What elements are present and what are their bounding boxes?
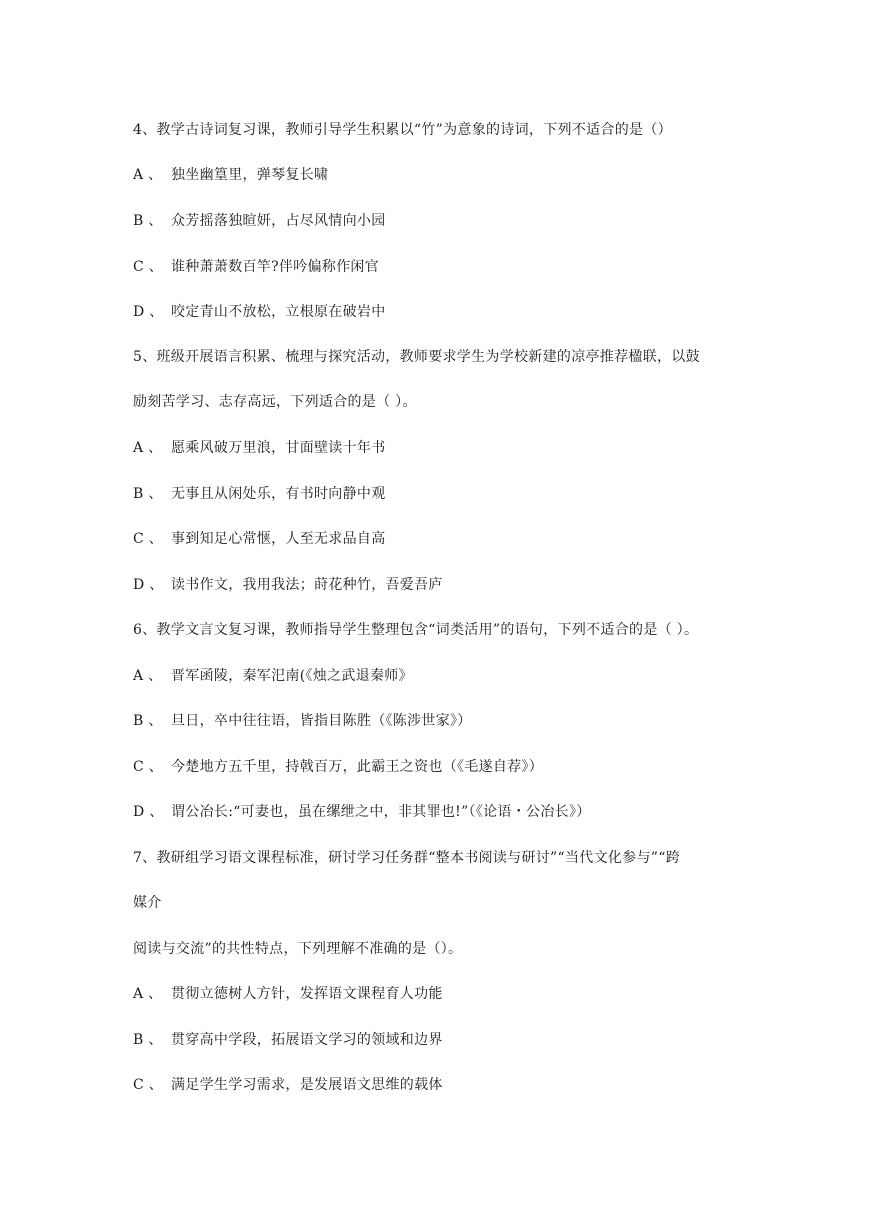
question-4-option-c <box>133 257 379 277</box>
question-4-option-b <box>133 211 386 231</box>
question-5-option-d <box>133 575 443 595</box>
question-7-stem-line-1: 7、教研组学习语文课程标准，研讨学习任务群“整本书阅读与研讨”“当代文化参与”“跨 <box>133 850 680 866</box>
question-6-option-d <box>133 802 591 822</box>
option-text: 读书作文，我用我法；莳花种竹，吾爱吾庐 <box>171 577 443 593</box>
option-text: 众芳摇落独暄妍，占尽风情向小园 <box>171 213 386 229</box>
option-letter: A 、 <box>133 167 163 183</box>
option-letter: B 、 <box>133 713 163 729</box>
option-letter: C 、 <box>133 259 164 275</box>
option-text: 谓公冶长:“可妻也，虽在缧绁之中，非其罪也!”（《论语・公冶长》） <box>171 804 591 820</box>
option-text: 旦日，卒中往往语，皆指目陈胜（《陈涉世家》） <box>171 713 472 729</box>
question-5-option-b <box>133 484 386 504</box>
option-text: 愿乘风破万里浪，甘面壁读十年书 <box>171 440 386 456</box>
question-5-stem-line-1: 5、班级开展语言积累、梳理与探究活动，教师要求学生为学校新建的凉亭推荐楹联，以鼓 <box>133 349 700 365</box>
option-text: 谁种萧萧数百竿?伴吟偏称作闲官 <box>171 259 380 275</box>
option-text: 今楚地方五千里，持戟百万，此霸王之资也（《毛遂自荐》） <box>171 759 544 775</box>
option-letter: D 、 <box>133 304 164 320</box>
option-text: 贯穿高中学段，拓展语文学习的领域和边界 <box>171 1032 443 1048</box>
option-text: 独坐幽篁里，弹琴复长啸 <box>171 167 329 183</box>
question-5-option-c <box>133 529 386 549</box>
question-7-stem-line-2: 媒介 <box>133 895 162 911</box>
option-letter: B 、 <box>133 213 163 229</box>
option-letter: A 、 <box>133 668 163 684</box>
question-6-option-b <box>133 711 472 731</box>
option-letter: A 、 <box>133 440 163 456</box>
question-4-stem: 4、教学古诗词复习课，教师引导学生积累以“竹”为意象的诗词，下列不适合的是（） <box>133 122 672 138</box>
option-text: 贯彻立德树人方针，发挥语文课程育人功能 <box>171 986 443 1002</box>
question-5-option-a <box>133 438 386 458</box>
question-4-option-a <box>133 165 328 185</box>
option-letter: B 、 <box>133 1032 163 1048</box>
option-letter: B 、 <box>133 486 163 502</box>
question-7-option-a <box>133 984 443 1004</box>
question-6-option-c <box>133 757 543 777</box>
option-text: 满足学生学习需求，是发展语文思维的载体 <box>171 1077 443 1093</box>
option-letter: C 、 <box>133 531 164 547</box>
option-letter: D 、 <box>133 577 164 593</box>
question-7-option-c <box>133 1075 443 1095</box>
option-text: 晋军函陵，秦军汜南(《烛之武退秦师》 <box>171 668 413 684</box>
option-text: 咬定青山不放松，立根原在破岩中 <box>171 304 386 320</box>
question-7-stem-line-3: 阅读与交流”的共性特点，下列理解不准确的是（）。 <box>133 941 463 957</box>
question-7-option-b <box>133 1030 443 1050</box>
question-6-stem: 6、教学文言文复习课，教师指导学生整理包含“词类活用”的语句，下列不适合的是（ ）。 <box>133 622 699 638</box>
option-letter: C 、 <box>133 1077 164 1093</box>
option-text: 事到知足心常惬，人至无求品自高 <box>171 531 386 547</box>
option-letter: A 、 <box>133 986 163 1002</box>
option-letter: C 、 <box>133 759 164 775</box>
question-6-option-a <box>133 666 413 686</box>
question-5-stem-line-2: 励刻苦学习、志存高远，下列适合的是（ ）。 <box>133 394 417 410</box>
question-4-option-d <box>133 302 386 322</box>
option-letter: D 、 <box>133 804 164 820</box>
option-text: 无事且从闲处乐，有书时向静中观 <box>171 486 386 502</box>
